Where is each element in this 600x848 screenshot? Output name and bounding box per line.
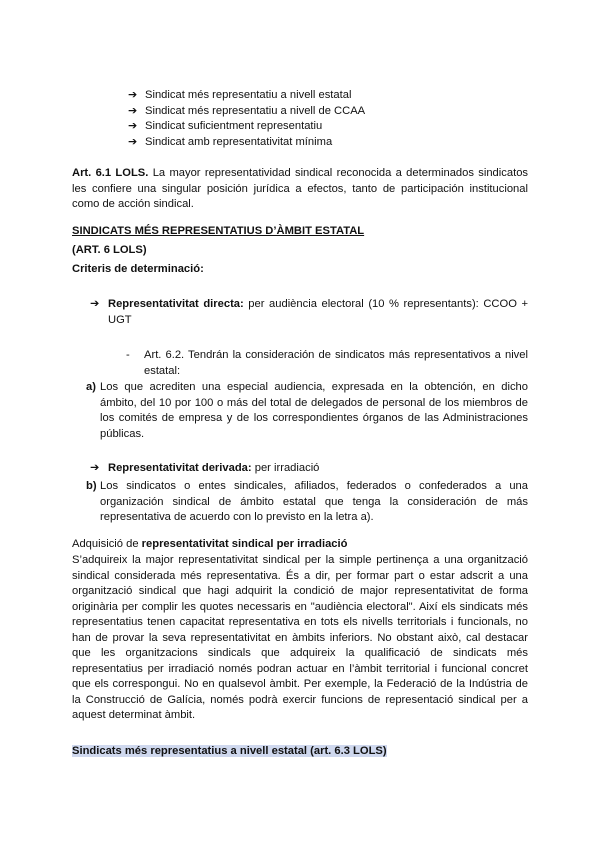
criteria-heading: Criteris de determinació: [72,263,204,275]
item-a-marker: a) [86,381,96,393]
arrow-icon: ➔ [90,298,100,310]
list-item: ➔ Sindicat més representatiu a nivell de CCAA [128,104,365,120]
derived-label: Representativitat derivada: [108,462,252,474]
direct-label: Representativitat directa: [108,298,244,310]
arrow-icon: ➔ [128,135,138,148]
representativity-types-list [128,88,365,150]
arrow-icon: ➔ [128,89,138,101]
final-heading: Sindicats més representatius a nivell estatal (art. 6.3 LOLS) [72,745,387,757]
arrow-icon: ➔ [128,120,138,133]
item-b [86,479,528,526]
derived-text: per irradiació [251,462,320,474]
item-b-text: Los sindicatos o entes sindicales, afiliados, federados o confederados a una organización sindical de ámbito estatal que tenga la consideración de más representativa de acuerdo con lo previsto en la letra a). [100,480,528,523]
list-item: ➔ Sindicat amb representativitat mínima [128,135,365,151]
arrow-icon: ➔ [128,104,138,117]
item-a [86,380,528,442]
art61-label: Art. 6.1 LOLS. [72,167,149,179]
section-title: SINDICATS MÉS REPRESENTATIUS D’ÀMBIT ESTATAL [72,225,365,237]
section-subtitle: (ART. 6 LOLS) [72,244,147,256]
item-b-marker: b) [86,480,97,492]
direct-text: per audiència electoral (10 % representants): CCOO + UGT [108,298,528,326]
list-item: ➔ Sindicat suficientment representatiu [128,119,365,135]
derived-representativity [90,461,528,477]
acquisition-heading: Adquisició de representativitat sindical per irradiació [72,538,348,550]
item-a-text: Los que acrediten una especial audiencia, expresada en la obtención, en dicho ámbito, del 10 por 100 o más del total de delegados de personal de los miembros de los comités de empresa y de los correspondientes órganos de las Administraciones públicas. [100,381,528,440]
art61-paragraph [72,166,528,213]
direct-representativity [90,297,528,328]
acquisition-paragraph: S’adquireix la major representativitat sindical per la simple pertinença a una organització sindical considerada més representativa. És a dir, per formar part o estar adscrit a una organització sindical que hagi adquirit la condició de major representativitat de forma originària per complir les quotes necessaris en "audiència electoral". Així els sindicats més representatius tenen capacitat representativa en tots els nivells territorials i funcionals, no han de provar la seva representativitat en àmbits inferiors. No obstant això, cal destacar que les organitzacions sindicals que adquireix la qualificació de sindicats més representatius per irradiació només podran actuar en l’àmbit territorial i funcional concret que els correspongui. No en qualsevol àmbit. Per exemple, la Federació de la Indústria de la Construcció de Galícia, només podrà exercir funcions de representació sindical per a aquest determinat àmbit. [72,554,528,721]
arrow-icon: ➔ [90,462,100,474]
art62-item: - Art. 6.2. Tendrán la consideración de sindicatos más representativos a nivel estatal: [126,348,528,379]
list-item: ➔ Sindicat més representatiu a nivell estatal [128,88,365,104]
art62-text: Art. 6.2. Tendrán la consideración de sindicatos más representativos a nivel estatal: [144,349,528,377]
art61-text: La mayor representatividad sindical reconocida a determinados sindicatos les confiere una singular posición jurídica a efectos, tanto de participación institucional como de acción sindical. [72,167,529,210]
